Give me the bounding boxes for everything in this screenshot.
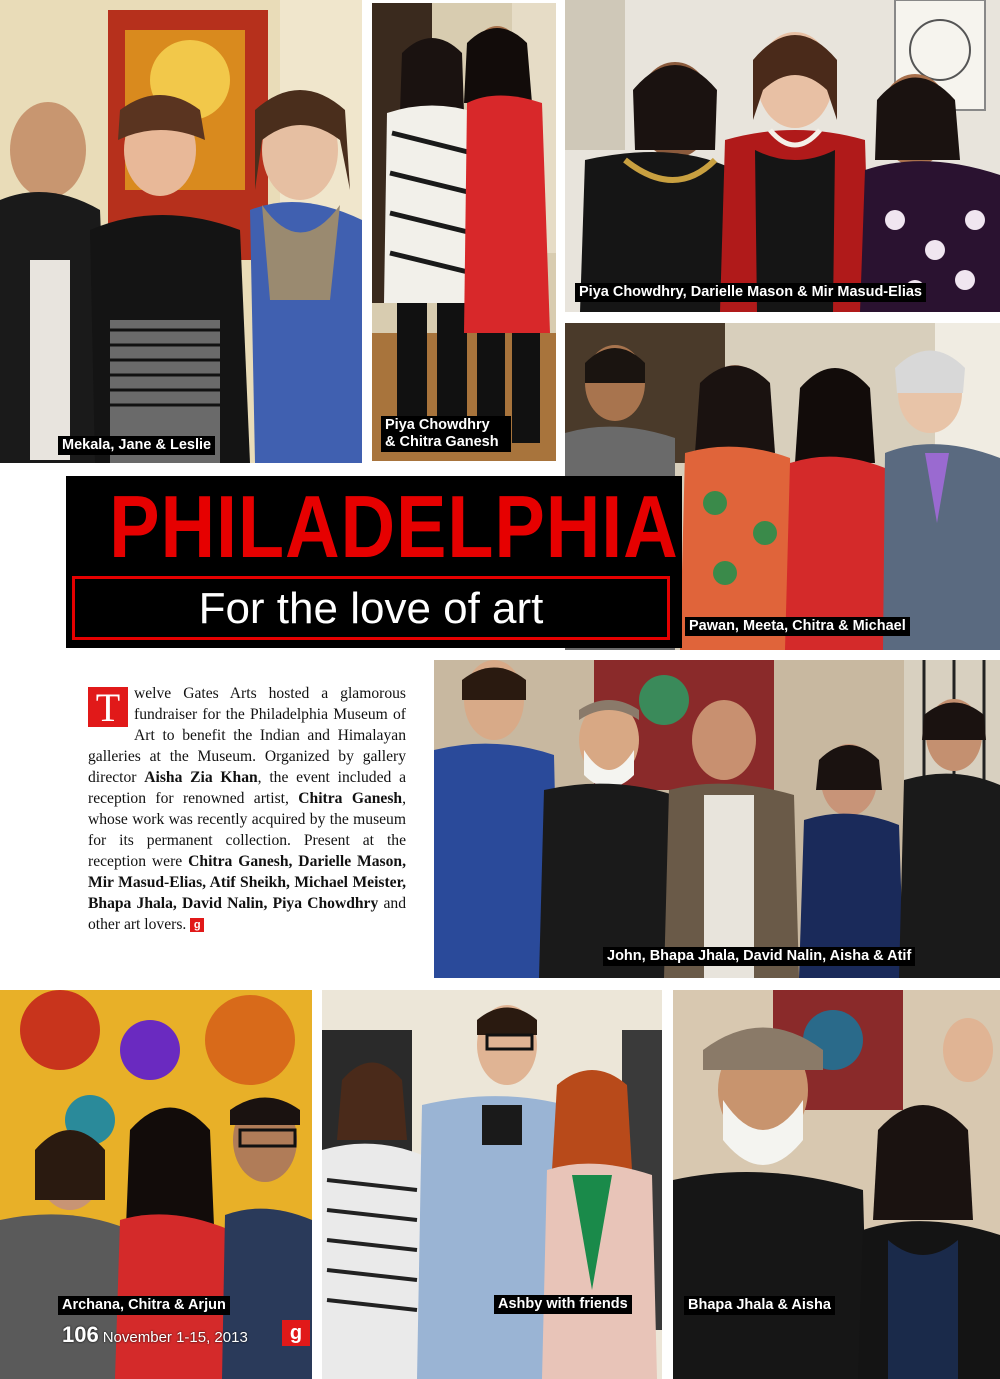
photo-piya-darielle-mir [565,0,1000,312]
article-text-4: and other art lovers. [88,895,406,933]
page-folio [62,1322,248,1348]
caption-photo6: Archana, Chitra & Arjun [58,1296,230,1315]
caption-photo2-line1: Piya Chowdhry [385,417,490,433]
caption-photo7: Ashby with friends [494,1295,632,1314]
article-text-3: , whose work was recently acquired by the museum for its permanent collection. Present at the reception were [88,790,406,870]
caption-photo2 [381,416,511,452]
photo-ashby-with-friends [322,990,662,1379]
article-bold-2: Chitra Ganesh [298,790,403,807]
article-bold-1: Aisha Zia Khan [144,769,258,786]
magazine-logo: g [282,1320,310,1346]
issue-date: November 1-15, 2013 [102,1329,248,1346]
article-body [88,683,406,935]
headline-block [66,476,682,648]
photo-archana-chitra-arjun [0,990,312,1379]
caption-photo1: Mekala, Jane & Leslie [58,436,215,455]
page-number: 106 [62,1322,99,1347]
caption-photo2-line2: & Chitra Ganesh [385,434,499,450]
caption-photo8: Bhapa Jhala & Aisha [684,1296,835,1315]
headline-subtitle-frame [72,576,670,640]
article-dropcap: T [88,687,128,727]
photo-john-bhapa-david-aisha-atif [434,660,1000,978]
headline-title: PHILADELPHIA [109,477,679,576]
article-end-mark: g [190,918,204,932]
caption-photo4: Pawan, Meeta, Chitra & Michael [685,617,910,636]
article-text-2: , the event included a reception for renowned artist, [88,769,406,807]
caption-photo5: John, Bhapa Jhala, David Nalin, Aisha & Atif [603,947,915,966]
photo-mekala-jane-leslie [0,0,362,463]
article-bold-3: Chitra Ganesh, Darielle Mason, Mir Masud-Elias, Atif Sheikh, Michael Meister, Bhapa Jhala, David Nalin, Piya Chowdhry [88,853,406,912]
headline-subtitle: For the love of art [198,584,544,633]
caption-photo3: Piya Chowdhry, Darielle Mason & Mir Masud-Elias [575,283,926,302]
photo-piya-chitra [372,3,556,461]
photo-bhapa-aisha [673,990,1000,1379]
article-text-1: welve Gates Arts hosted a glamorous fundraiser for the Philadelphia Museum of Art to benefit the Indian and Himalayan galleries at the Museum. Organized by gallery director [88,685,406,786]
